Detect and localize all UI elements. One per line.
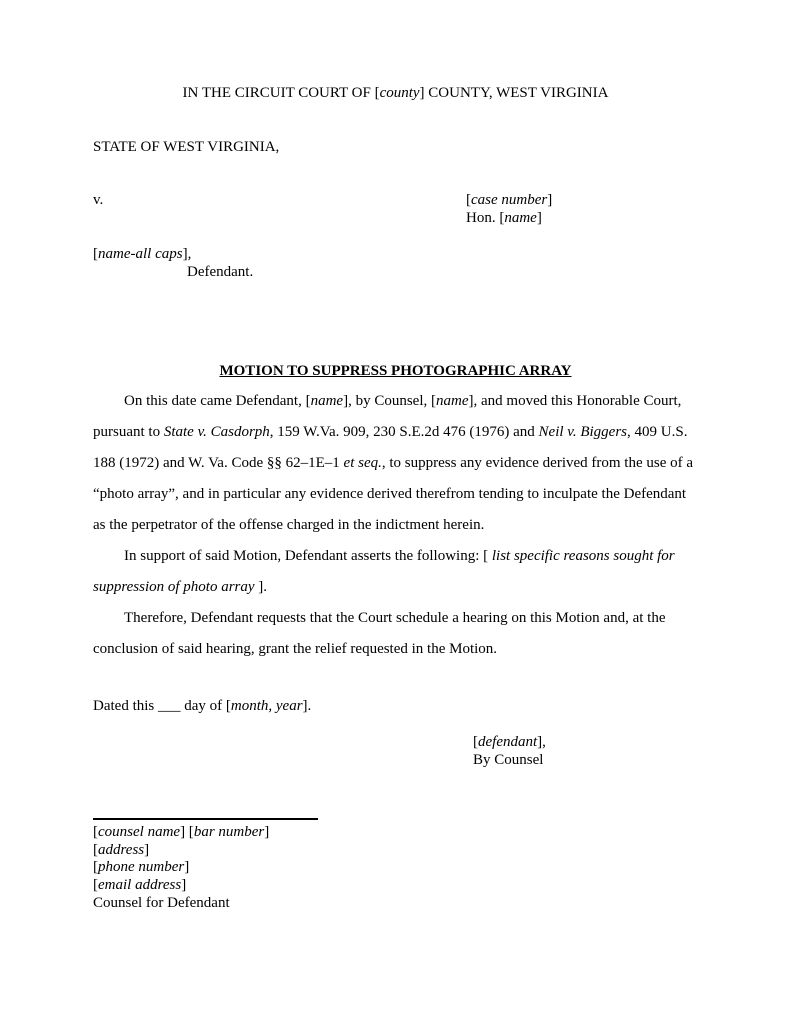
motion-paragraph-1: On this date came Defendant, [name], by Counsel, [name], and moved this Honorable Court, pursuant to State v. Casdorph, 159 W.Va. 909, 230 S.E.2d 476 (1976) and Neil v. Biggers, 409 U.S. 188 (1972) and W. Va. Code §§ 62–1E–1 et seq., to suppress any evidence derived from the use of a “photo array”, and in particular any evidence derived therefrom tending to inculpate the Defendant as the perpetrator of the offense charged in the indictment herein. [93,393,694,533]
case-number: [case number] [466,192,553,208]
defendant-label: Defendant. [187,264,254,280]
signature-defendant: [defendant], [473,734,546,750]
counsel-email: [email address] [93,877,187,893]
counsel-name-bar: [counsel name] [bar number] [93,824,270,840]
signature-line [93,818,318,820]
signature-by-counsel: By Counsel [473,752,544,768]
court-heading: IN THE CIRCUIT COURT OF [county] COUNTY, WEST VIRGINIA [182,85,609,101]
motion-paragraph-2: In support of said Motion, Defendant asserts the following: [ list specific reasons sought for suppression of photo array ]. [93,548,675,595]
court-county-placeholder: county [379,85,420,101]
plaintiff-name: STATE OF WEST VIRGINIA, [93,139,280,155]
defendant-name: [name-all caps], [93,246,192,262]
counsel-address: [address] [93,842,150,858]
versus-label: v. [93,192,104,208]
judge-name: Hon. [name] [466,210,542,226]
counsel-role: Counsel for Defendant [93,895,230,911]
counsel-phone: [phone number] [93,859,190,875]
motion-paragraph-3: Therefore, Defendant requests that the Court schedule a hearing on this Motion and, at the conclusion of said hearing, grant the relief requested in the Motion. [93,610,666,657]
motion-title: MOTION TO SUPPRESS PHOTOGRAPHIC ARRAY [219,363,572,379]
dated-line: Dated this ___ day of [month, year]. [93,698,312,714]
